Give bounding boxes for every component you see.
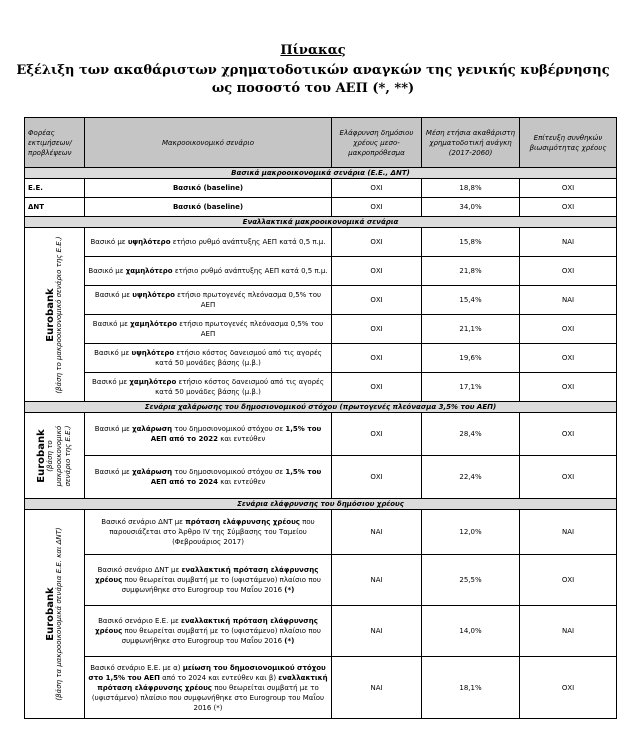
relief-cell: ΟΧΙ xyxy=(332,228,422,257)
table-row xyxy=(25,657,617,719)
header-relief: Ελάφρυνση δημόσιου χρέους μεσο-μακροπρόθεσμα xyxy=(332,118,422,168)
sustain-cell: ΝΑΙ xyxy=(520,286,617,315)
scenario-cell: Βασικό σενάριο Ε.Ε. με εναλλακτική πρόταση ελάφρυνσης χρέους που θεωρείται συμβατή με το (υφιστάμενο) πλαίσιο που συμφωνήθηκε στο Eurogroup του Μαΐου 2016 (*) xyxy=(85,606,332,657)
group-label-fiscal: Eurobank (βάση το μακροοικονομικό σενάριο της Ε.Ε.) xyxy=(25,413,85,499)
relief-cell: ΝΑΙ xyxy=(332,555,422,606)
relief-cell: ΟΧΙ xyxy=(332,286,422,315)
table-row xyxy=(25,344,617,373)
table-row xyxy=(25,286,617,315)
section-row xyxy=(25,402,617,413)
gfn-cell: 14,0% xyxy=(422,606,520,657)
section-baseline: Βασικά μακροοικονομικά σενάρια (Ε.Ε., ΔΝΤ) xyxy=(25,168,617,179)
agency-cell: Ε.Ε. xyxy=(25,179,85,198)
sustain-cell: ΟΧΙ xyxy=(520,315,617,344)
table-row xyxy=(25,413,617,456)
section-row xyxy=(25,499,617,510)
header-scenario: Μακροοικονομικό σενάριο xyxy=(85,118,332,168)
relief-cell: ΟΧΙ xyxy=(332,257,422,286)
sustain-cell: ΝΑΙ xyxy=(520,510,617,555)
gfn-cell: 28,4% xyxy=(422,413,520,456)
group-label-debt: Eurobank (βάση τα μακροοικονομικά σενάρια Ε.Ε. και ΔΝΤ) xyxy=(25,510,85,719)
table-row xyxy=(25,373,617,402)
agency-cell: ΔΝΤ xyxy=(25,198,85,217)
scenario-cell: Βασικό με χαλάρωση του δημοσιονομικού στόχου σε 1,5% του ΑΕΠ από το 2022 και εντεύθεν xyxy=(85,413,332,456)
table-subtitle: ως ποσοστό του ΑΕΠ (*, **) xyxy=(211,81,415,96)
section-debt-relief: Σενάρια ελάφρυνσης του δημόσιου χρέους xyxy=(25,499,617,510)
scenario-cell: Βασικό (baseline) xyxy=(85,198,332,217)
relief-cell: ΟΧΙ xyxy=(332,315,422,344)
section-row xyxy=(25,168,617,179)
header-row xyxy=(25,118,617,168)
gfn-cell: 18,1% xyxy=(422,657,520,719)
table-row xyxy=(25,198,617,217)
sustain-cell: ΝΑΙ xyxy=(520,606,617,657)
scenario-cell: Βασικό με χαμηλότερο ετήσιο κόστος δανεισμού από τις αγορές κατά 50 μονάδες βάσης (μ.β.) xyxy=(85,373,332,402)
sustain-cell: ΟΧΙ xyxy=(520,456,617,499)
table-row xyxy=(25,257,617,286)
table-caption: Πίνακας xyxy=(280,43,346,58)
gfn-cell: 22,4% xyxy=(422,456,520,499)
sustain-cell: ΟΧΙ xyxy=(520,344,617,373)
relief-cell: ΟΧΙ xyxy=(332,456,422,499)
section-row xyxy=(25,217,617,228)
sustain-cell: ΟΧΙ xyxy=(520,179,617,198)
table-row xyxy=(25,606,617,657)
scenario-cell: Βασικό με χαλάρωση του δημοσιονομικού στόχου σε 1,5% του ΑΕΠ από το 2024 και εντεύθεν xyxy=(85,456,332,499)
gfn-cell: 34,0% xyxy=(422,198,520,217)
relief-cell: ΝΑΙ xyxy=(332,657,422,719)
header-agency: Φορέας εκτιμήσεων/ προβλέψεων xyxy=(25,118,85,168)
scenario-cell: Βασικό σενάριο ΔΝΤ με πρόταση ελάφρυνσης χρέους που παρουσιάζεται στο Άρθρο IV της Σύμβασης του Ταμείου (Φεβρουάριος 2017) xyxy=(85,510,332,555)
relief-cell: ΟΧΙ xyxy=(332,179,422,198)
header-sustainability: Επίτευξη συνθηκών βιωσιμότητας χρέους xyxy=(520,118,617,168)
scenario-cell: Βασικό σενάριο Ε.Ε. με α) μείωση του δημοσιονομικού στόχου στο 1,5% του ΑΕΠ από το 2024 και εντεύθεν και β) εναλλακτική πρόταση ελάφρυνσης χρέους που θεωρείται συμβατή με το (υφιστάμενο) πλαίσιο που συμφωνήθηκε στο Eurogroup του Μαΐου 2016 (*) xyxy=(85,657,332,719)
gfn-cell: 17,1% xyxy=(422,373,520,402)
sustain-cell: ΝΑΙ xyxy=(520,228,617,257)
header-gfn: Μέση ετήσια ακαθάριστη χρηματοδοτική ανάγκη (2017-2060) xyxy=(422,118,520,168)
scenario-cell: Βασικό σενάριο ΔΝΤ με εναλλακτική πρόταση ελάφρυνσης χρέους που θεωρείται συμβατή με το (υφιστάμενο) πλαίσιο που συμφωνήθηκε στο Eurogroup του Μαΐου 2016 (*) xyxy=(85,555,332,606)
group-label-alternative: Eurobank (βάση το μακροοικονομικό σενάριο της Ε.Ε.) xyxy=(25,228,85,402)
table-row xyxy=(25,555,617,606)
table-title: Εξέλιξη των ακαθάριστων χρηματοδοτικών αναγκών της γενικής κυβέρνησης xyxy=(16,63,610,78)
gfn-cell: 25,5% xyxy=(422,555,520,606)
gfn-cell: 18,8% xyxy=(422,179,520,198)
relief-cell: ΟΧΙ xyxy=(332,373,422,402)
relief-cell: ΟΧΙ xyxy=(332,198,422,217)
relief-cell: ΝΑΙ xyxy=(332,606,422,657)
scenario-cell: Βασικό με χαμηλότερο ετήσιο ρυθμό ανάπτυξης ΑΕΠ κατά 0,5 π.μ. xyxy=(85,257,332,286)
scenario-cell: Βασικό με υψηλότερο ετήσιο πρωτογενές πλεόνασμα 0,5% του ΑΕΠ xyxy=(85,286,332,315)
gfn-cell: 21,1% xyxy=(422,315,520,344)
gfn-cell: 12,0% xyxy=(422,510,520,555)
scenario-cell: Βασικό με υψηλότερο ετήσιο κόστος δανεισμού από τις αγορές κατά 50 μονάδες βάσης (μ.β.) xyxy=(85,344,332,373)
relief-cell: ΟΧΙ xyxy=(332,344,422,373)
gfn-cell: 15,4% xyxy=(422,286,520,315)
section-fiscal: Σενάρια χαλάρωσης του δημοσιονομικού στόχου (πρωτογενές πλεόνασμα 3,5% του ΑΕΠ) xyxy=(25,402,617,413)
table-row xyxy=(25,510,617,555)
table-row xyxy=(25,456,617,499)
scenario-cell: Βασικό (baseline) xyxy=(85,179,332,198)
scenario-cell: Βασικό με χαμηλότερο ετήσιο πρωτογενές πλεόνασμα 0,5% του ΑΕΠ xyxy=(85,315,332,344)
gfn-table xyxy=(24,117,617,719)
sustain-cell: ΟΧΙ xyxy=(520,657,617,719)
gfn-cell: 15,8% xyxy=(422,228,520,257)
sustain-cell: ΟΧΙ xyxy=(520,413,617,456)
sustain-cell: ΟΧΙ xyxy=(520,257,617,286)
sustain-cell: ΟΧΙ xyxy=(520,198,617,217)
sustain-cell: ΟΧΙ xyxy=(520,555,617,606)
section-alternative: Εναλλακτικά μακροοικονομικά σενάρια xyxy=(25,217,617,228)
table-row xyxy=(25,228,617,257)
relief-cell: ΝΑΙ xyxy=(332,510,422,555)
table-row xyxy=(25,179,617,198)
table-row xyxy=(25,315,617,344)
sustain-cell: ΟΧΙ xyxy=(520,373,617,402)
scenario-cell: Βασικό με υψηλότερο ετήσιο ρυθμό ανάπτυξης ΑΕΠ κατά 0,5 π.μ. xyxy=(85,228,332,257)
relief-cell: ΟΧΙ xyxy=(332,413,422,456)
gfn-cell: 21,8% xyxy=(422,257,520,286)
gfn-cell: 19,6% xyxy=(422,344,520,373)
